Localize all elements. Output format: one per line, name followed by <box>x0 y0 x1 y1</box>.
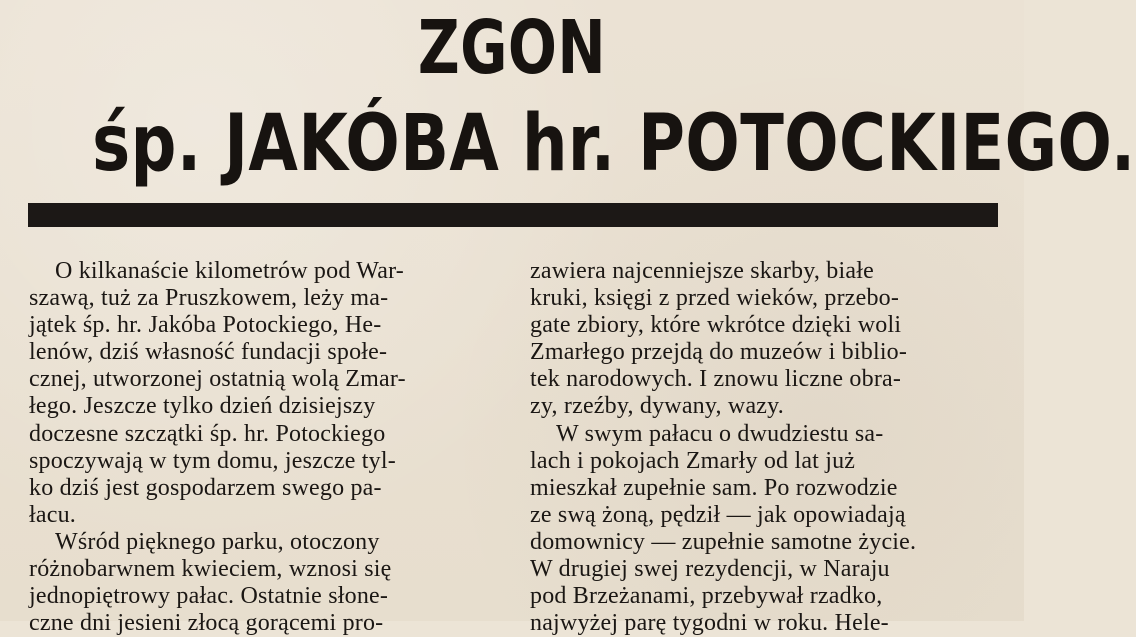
left-line-8: spoczywają w tym domu, jeszcze tyl- <box>29 447 396 474</box>
right-line-14: najwyżej parę tygodni w roku. Hele- <box>530 610 889 637</box>
headline-subtitle: śp. JAKÓBA hr. POTOCKIEGO. <box>92 99 1136 189</box>
left-column <box>29 258 499 637</box>
right-line-3: gate zbiory, które wkrótce dzięki woli <box>530 312 902 339</box>
right-line-9: mieszkał zupełnie sam. Po rozwodzie <box>530 474 898 501</box>
left-line-6: łego. Jeszcze tylko dzień dzisiejszy <box>29 393 376 420</box>
left-line-7: doczesne szczątki śp. hr. Potockiego <box>29 420 386 447</box>
right-line-2: kruki, księgi z przed wieków, przebo- <box>530 285 900 312</box>
left-line-10: łacu. <box>29 501 76 528</box>
right-line-11: domownicy — zupełnie samotne życie. <box>530 528 917 555</box>
left-line-12: różnobarwnem kwieciem, wznosi się <box>29 556 392 583</box>
left-line-11: Wśród pięknego parku, otoczony <box>55 528 380 555</box>
left-line-14: czne dni jesieni złocą gorącemi pro- <box>29 610 384 637</box>
right-column <box>530 258 1000 637</box>
left-line-9: ko dziś jest gospodarzem swego pa- <box>29 474 382 501</box>
right-line-8: lach i pokojach Zmarły od lat już <box>530 447 856 474</box>
left-line-5: cznej, utworzonej ostatnią wolą Zmar- <box>29 366 406 393</box>
right-line-7: W swym pałacu o dwudziestu sa- <box>556 420 884 447</box>
right-line-6: zy, rzeźby, dywany, wazy. <box>530 393 784 420</box>
left-line-13: jednopiętrowy pałac. Ostatnie słone- <box>29 583 389 610</box>
left-line-3: jątek śp. hr. Jakóba Potockiego, He- <box>29 312 382 339</box>
right-line-1: zawiera najcenniejsze skarby, białe <box>530 258 874 284</box>
headline-title: ZGON <box>417 5 607 91</box>
right-line-12: W drugiej swej rezydencji, w Naraju <box>530 556 890 583</box>
left-line-4: lenów, dziś własność fundacji społe- <box>29 339 388 366</box>
right-line-13: pod Brzeżanami, przebywał rzadko, <box>530 583 883 610</box>
headline-rule <box>28 203 998 227</box>
left-line-2: szawą, tuż za Pruszkowem, leży ma- <box>29 285 389 312</box>
left-line-1: O kilkanaście kilometrów pod War- <box>55 258 404 284</box>
right-line-10: ze swą żoną, pędził — jak opowiadają <box>530 501 906 528</box>
right-line-5: tek narodowych. I znowu liczne obra- <box>530 366 902 393</box>
right-line-4: Zmarłego przejdą do muzeów i biblio- <box>530 339 908 366</box>
